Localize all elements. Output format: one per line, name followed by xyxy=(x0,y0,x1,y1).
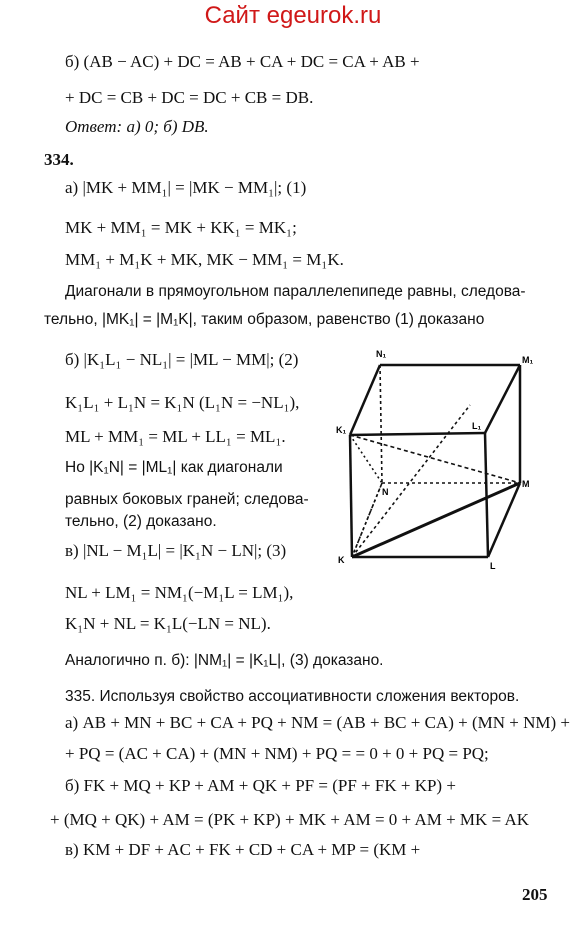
text-line: а) |MK + MM₁| = |MK − MM₁|; (1) xyxy=(65,178,307,197)
text-line: равных боковых граней; следова- xyxy=(65,491,309,508)
text-line: K₁L₁ + L₁N = K₁N (L₁N = −NL₁), xyxy=(65,393,300,412)
page-number: 205 xyxy=(522,885,548,904)
label-L1: L₁ xyxy=(472,421,482,431)
text-line: б) |K₁L₁ − NL₁| = |ML − MM|; (2) xyxy=(65,350,299,369)
label-N: N xyxy=(382,487,389,497)
text-line: в) KM + DF + AC + FK + CD + CA + MP = (KM + xyxy=(65,840,421,859)
text-line: + DC = CB + DC = DC + CB = DB. xyxy=(65,88,314,107)
label-K: K xyxy=(338,555,345,565)
text-line: + PQ = (AC + CA) + (MN + NM) + PQ = = 0 + 0 + PQ = PQ; xyxy=(65,744,489,763)
text-line: б) FK + MQ + KP + AM + QK + PF = (PF + FK + KP) + xyxy=(65,776,456,795)
text-line: тельно, (2) доказано. xyxy=(65,513,217,530)
text-line: K₁N + NL = K₁L(−LN = NL). xyxy=(65,614,271,633)
label-L: L xyxy=(490,561,496,571)
text-line: в) |NL − M₁L| = |K₁N − LN|; (3) xyxy=(65,541,287,560)
text-line: + (MQ + QK) + AM = (PK + KP) + MK + AM = 0 + AM + MK = AK xyxy=(50,810,530,829)
text-line: ML + MM₁ = ML + LL₁ = ML₁. xyxy=(65,427,286,446)
text-line: Ответ: а) 0; б) DB. xyxy=(65,117,209,136)
text-line: тельно, |MK₁| = |M₁K|, таким образом, равенство (1) доказано xyxy=(44,311,485,328)
text-line: NL + LM₁ = NM₁(−M₁L = LM₁), xyxy=(65,583,294,602)
site-title: Сайт egeurok.ru xyxy=(204,2,382,29)
text-line: а) AB + MN + BC + CA + PQ + NM = (AB + BC + CA) + (MN + NM) + xyxy=(65,713,570,732)
label-N1: N₁ xyxy=(376,349,387,359)
text-line: Диагонали в прямоугольном параллелепипеде равны, следова- xyxy=(65,283,526,300)
parallelepiped-figure xyxy=(330,345,540,575)
text-line: Но |K₁N| = |ML₁| как диагонали xyxy=(65,459,283,476)
text-line: 334. xyxy=(44,150,74,169)
label-K1: K₁ xyxy=(336,425,347,435)
label-M: M xyxy=(522,479,530,489)
text-line: б) (AB − AC) + DC = AB + CA + DC = CA + AB + xyxy=(65,52,420,71)
text-line: MM₁ + M₁K + MK, MK − MM₁ = M₁K. xyxy=(65,250,344,269)
text-line: 335. Используя свойство ассоциативности сложения векторов. xyxy=(65,688,520,705)
text-line: MK + MM₁ = MK + KK₁ = MK₁; xyxy=(65,218,297,237)
text-line: Аналогично п. б): |NM₁| = |K₁L|, (3) доказано. xyxy=(65,652,384,669)
label-M1: M₁ xyxy=(522,355,534,365)
